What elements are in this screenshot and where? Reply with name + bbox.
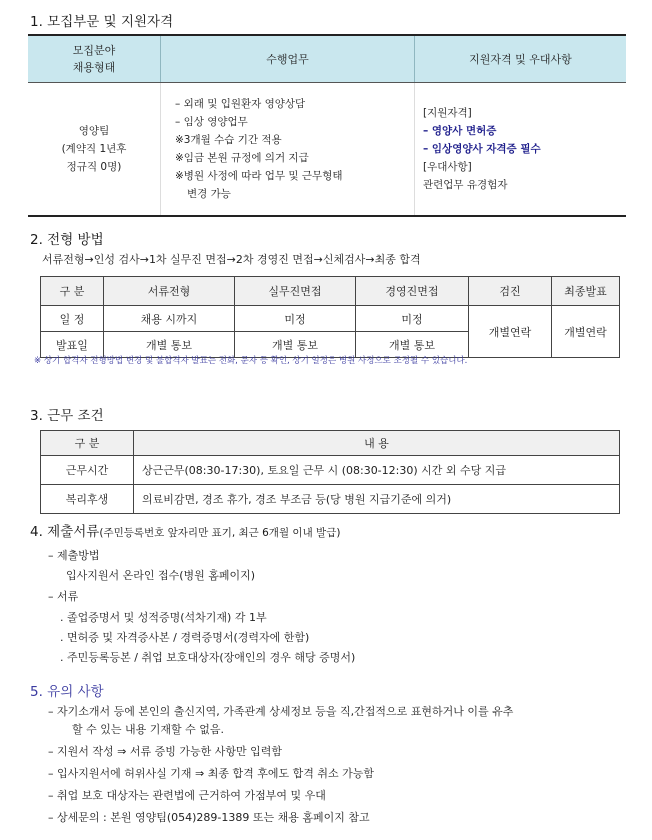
method-label: – 제출방법 bbox=[48, 549, 100, 562]
doc-item: . 주민등록등본 / 취업 보호대상자(장애인의 경우 해당 증명서) bbox=[60, 651, 356, 664]
doc-item: . 면허증 및 자격증사본 / 경력증명서(경력자에 한함) bbox=[60, 631, 310, 644]
table-cell: 개별 통보 bbox=[356, 332, 469, 358]
docs-label: – 서류 bbox=[48, 590, 79, 603]
col-header: 최종발표 bbox=[552, 277, 620, 306]
col-header: 실무진면접 bbox=[235, 277, 356, 306]
table-cell: 개별 통보 bbox=[104, 332, 235, 358]
method-text: 입사지원서 온라인 접수(병원 홈페이지) bbox=[66, 569, 256, 582]
doc-item: . 졸업증명서 및 성적증명(석차기재) 각 1부 bbox=[60, 611, 267, 624]
col-header: 구 분 bbox=[41, 431, 134, 456]
qual-label: [지원자격] bbox=[423, 107, 472, 119]
notice-item: – 입사지원서에 허위사실 기재 ⇒ 최종 합격 후에도 합격 취소 가능함 bbox=[48, 767, 374, 780]
field-line: (계약직 1년후 bbox=[61, 143, 127, 155]
row-label: 발표일 bbox=[41, 332, 104, 358]
section2-title: 2. 전형 방법 bbox=[30, 232, 104, 248]
duty-item: ※3개월 수습 기간 적용 bbox=[175, 134, 282, 146]
col-header: 서류전형 bbox=[104, 277, 235, 306]
row-label: 일 정 bbox=[41, 306, 104, 332]
pref-label: [우대사항] bbox=[423, 161, 472, 173]
section4-title bbox=[30, 520, 340, 540]
header-qualification: 지원자격 및 우대사항 bbox=[415, 35, 627, 83]
duty-item: – 외래 및 입원환자 영양상담 bbox=[175, 98, 306, 110]
work-conditions-table bbox=[40, 430, 620, 514]
notice-item-cont: 할 수 있는 내용 기재할 수 없음. bbox=[72, 723, 224, 736]
row-label: 근무시간 bbox=[41, 456, 134, 485]
final-cell: 개별연락 bbox=[552, 306, 620, 358]
header-field-line1: 모집분야 bbox=[72, 44, 116, 57]
table-cell: 개별 통보 bbox=[235, 332, 356, 358]
header-duty: 수행업무 bbox=[161, 35, 415, 83]
section4-title-text: 4. 제출서류 bbox=[30, 524, 100, 540]
header-field bbox=[28, 35, 161, 83]
table-cell: 미정 bbox=[356, 306, 469, 332]
col-header: 구 분 bbox=[41, 277, 104, 306]
notice-item: – 지원서 작성 ⇒ 서류 증빙 가능한 사항만 입력함 bbox=[48, 745, 282, 758]
qualification-cell bbox=[415, 83, 627, 217]
row-content: 의료비감면, 경조 휴가, 경조 부조금 등(당 병원 지급기준에 의거) bbox=[134, 485, 620, 514]
qual-item: – 영양사 면허증 bbox=[423, 125, 497, 137]
duty-cell bbox=[161, 83, 415, 217]
section1-title: 1. 모집부문 및 지원자격 bbox=[30, 14, 174, 30]
row-content: 상근근무(08:30-17:30), 토요일 근무 시 (08:30-12:30) 시간 외 수당 지급 bbox=[134, 456, 620, 485]
row-label: 복리후생 bbox=[41, 485, 134, 514]
col-header: 경영진면접 bbox=[356, 277, 469, 306]
selection-note: ※ 상기 합격자 전형방법 변경 및 불합격자 발표는 전화, 문자 등 확인, 상기 일정은 병원 사정으로 조정될 수 있습니다. bbox=[34, 356, 468, 366]
duty-item: ※임금 본원 규정에 의거 지급 bbox=[175, 152, 309, 164]
col-header: 검진 bbox=[469, 277, 552, 306]
qual-item: – 임상영양사 자격증 필수 bbox=[423, 143, 541, 155]
recruitment-table bbox=[28, 34, 626, 217]
field-line: 정규직 0명) bbox=[66, 161, 122, 173]
table-cell: 채용 시까지 bbox=[104, 306, 235, 332]
field-line: 영양팀 bbox=[78, 125, 110, 137]
selection-table bbox=[40, 276, 620, 358]
contact-info: – 상세문의 : 본원 영양팀(054)289-1389 또는 채용 홈페이지 참고 bbox=[48, 811, 370, 824]
notice-item: – 취업 보호 대상자는 관련법에 근거하여 가점부여 및 우대 bbox=[48, 789, 326, 802]
selection-flow: 서류전형→인성 검사→1차 실무진 면접→2차 경영진 면접→신체검사→최종 합격 bbox=[42, 253, 421, 266]
notice-item: – 자기소개서 등에 본인의 출신지역, 가족관계 상세정보 등을 직,간접적으로 표현하거나 이를 유추 bbox=[48, 705, 514, 718]
pref-text: 관련업무 유경험자 bbox=[423, 179, 508, 191]
duty-item: – 임상 영양업무 bbox=[175, 116, 248, 128]
section4-title-note: (주민등록번호 앞자리만 표기, 최근 6개월 이내 발급) bbox=[99, 527, 341, 539]
duty-item: ※병원 사정에 따라 업무 및 근무형태 bbox=[175, 170, 343, 182]
checkup-cell: 개별연락 bbox=[469, 306, 552, 358]
field-cell bbox=[28, 83, 161, 217]
duty-item: 변경 가능 bbox=[187, 188, 231, 200]
section3-title: 3. 근무 조건 bbox=[30, 408, 104, 424]
header-field-line2: 채용형태 bbox=[72, 61, 116, 74]
table-cell: 미정 bbox=[235, 306, 356, 332]
col-header: 내 용 bbox=[134, 431, 620, 456]
section5-title: 5. 유의 사항 bbox=[30, 684, 104, 700]
